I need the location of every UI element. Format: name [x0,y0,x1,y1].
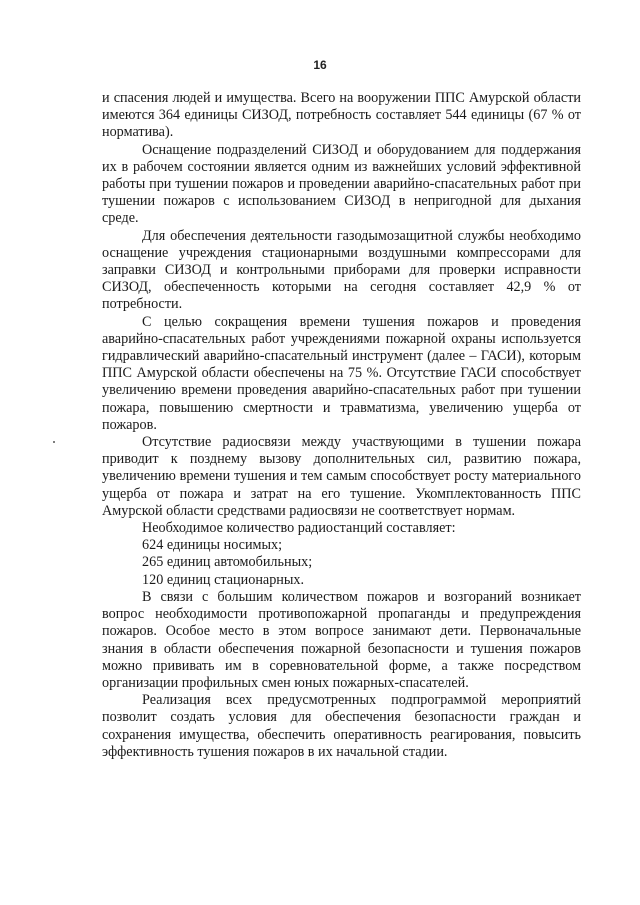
list-item-stationary-radios: 120 единиц стационарных. [142,571,305,588]
paragraph-gasi: С целью сокращения времени тушения пожаров и проведения аварийно-спасательных работ учреждениями пожарной охраны используется гидравлический аварийно-спасательный инструмент (далее – ГАСИ), которым ППС Амурской области обеспечены на 75 %. Отсутствие ГАСИ способствует увеличению времени проведения аварийно-спасательных работ при тушении пожара, повышению смертности и травматизма, увеличению ущерба от пожаров. [102,313,581,433]
list-item-portable-radios: 624 единицы носимых; [142,537,283,554]
document-body [102,90,581,761]
paragraph-sizod-count: и спасения людей и имущества. Всего на вооружении ППС Амурской области имеются 364 единицы СИЗОД, потребность составляет 544 единицы (67 % от норматива). [102,90,581,141]
paragraph-radio-required: Необходимое количество радиостанций составляет: [142,520,456,537]
paragraph-subprogram-result: Реализация всех предусмотренных подпрограммой мероприятий позволит создать условия для обеспечения безопасности граждан и сохранения имущества, обеспечить оперативность реагирования, повысить эффективность тушения пожаров в их начальной стадии. [102,692,581,760]
paragraph-radio-communication: Отсутствие радиосвязи между участвующими в тушении пожара приводит к позднему вызову дополнительных сил, развитию пожара, увеличению времени тушения и тем самым способствует росту материального ущерба от пожара и затрат на его тушение. Укомплектованность ППС Амурской области средствами радиосвязи не соответствует нормам. [102,434,581,519]
page-number: 16 [313,58,327,72]
paragraph-gas-smoke-service: Для обеспечения деятельности газодымозащитной службы необходимо оснащение учреждения стационарными воздушными компрессорами для заправки СИЗОД и контрольными приборами для проверки исправности СИЗОД, обеспеченность которыми на сегодня составляет 42,9 % от потребности. [102,227,581,313]
paragraph-sizod-equipment: Оснащение подразделений СИЗОД и оборудованием для поддержания их в рабочем состоянии является одним из важнейших условий эффективной работы при тушении пожаров и проведении аварийно-спасательных работ при тушении пожаров с использованием СИЗОД в непригодной для дыхания среде. [102,141,581,227]
list-item-vehicle-radios: 265 единиц автомобильных; [142,554,313,571]
paragraph-fire-propaganda: В связи с большим количеством пожаров и возгораний возникает вопрос необходимости противопожарной пропаганды и предупреждения пожаров. Особое место в этом вопросе занимают дети. Первоначальные знания в области обеспечения пожарной безопасности и тушения пожаров можно прививать им в соревновательной форме, а также посредством организации профильных смен юных пожарных-спасателей. [102,588,581,691]
margin-dot [53,441,55,443]
